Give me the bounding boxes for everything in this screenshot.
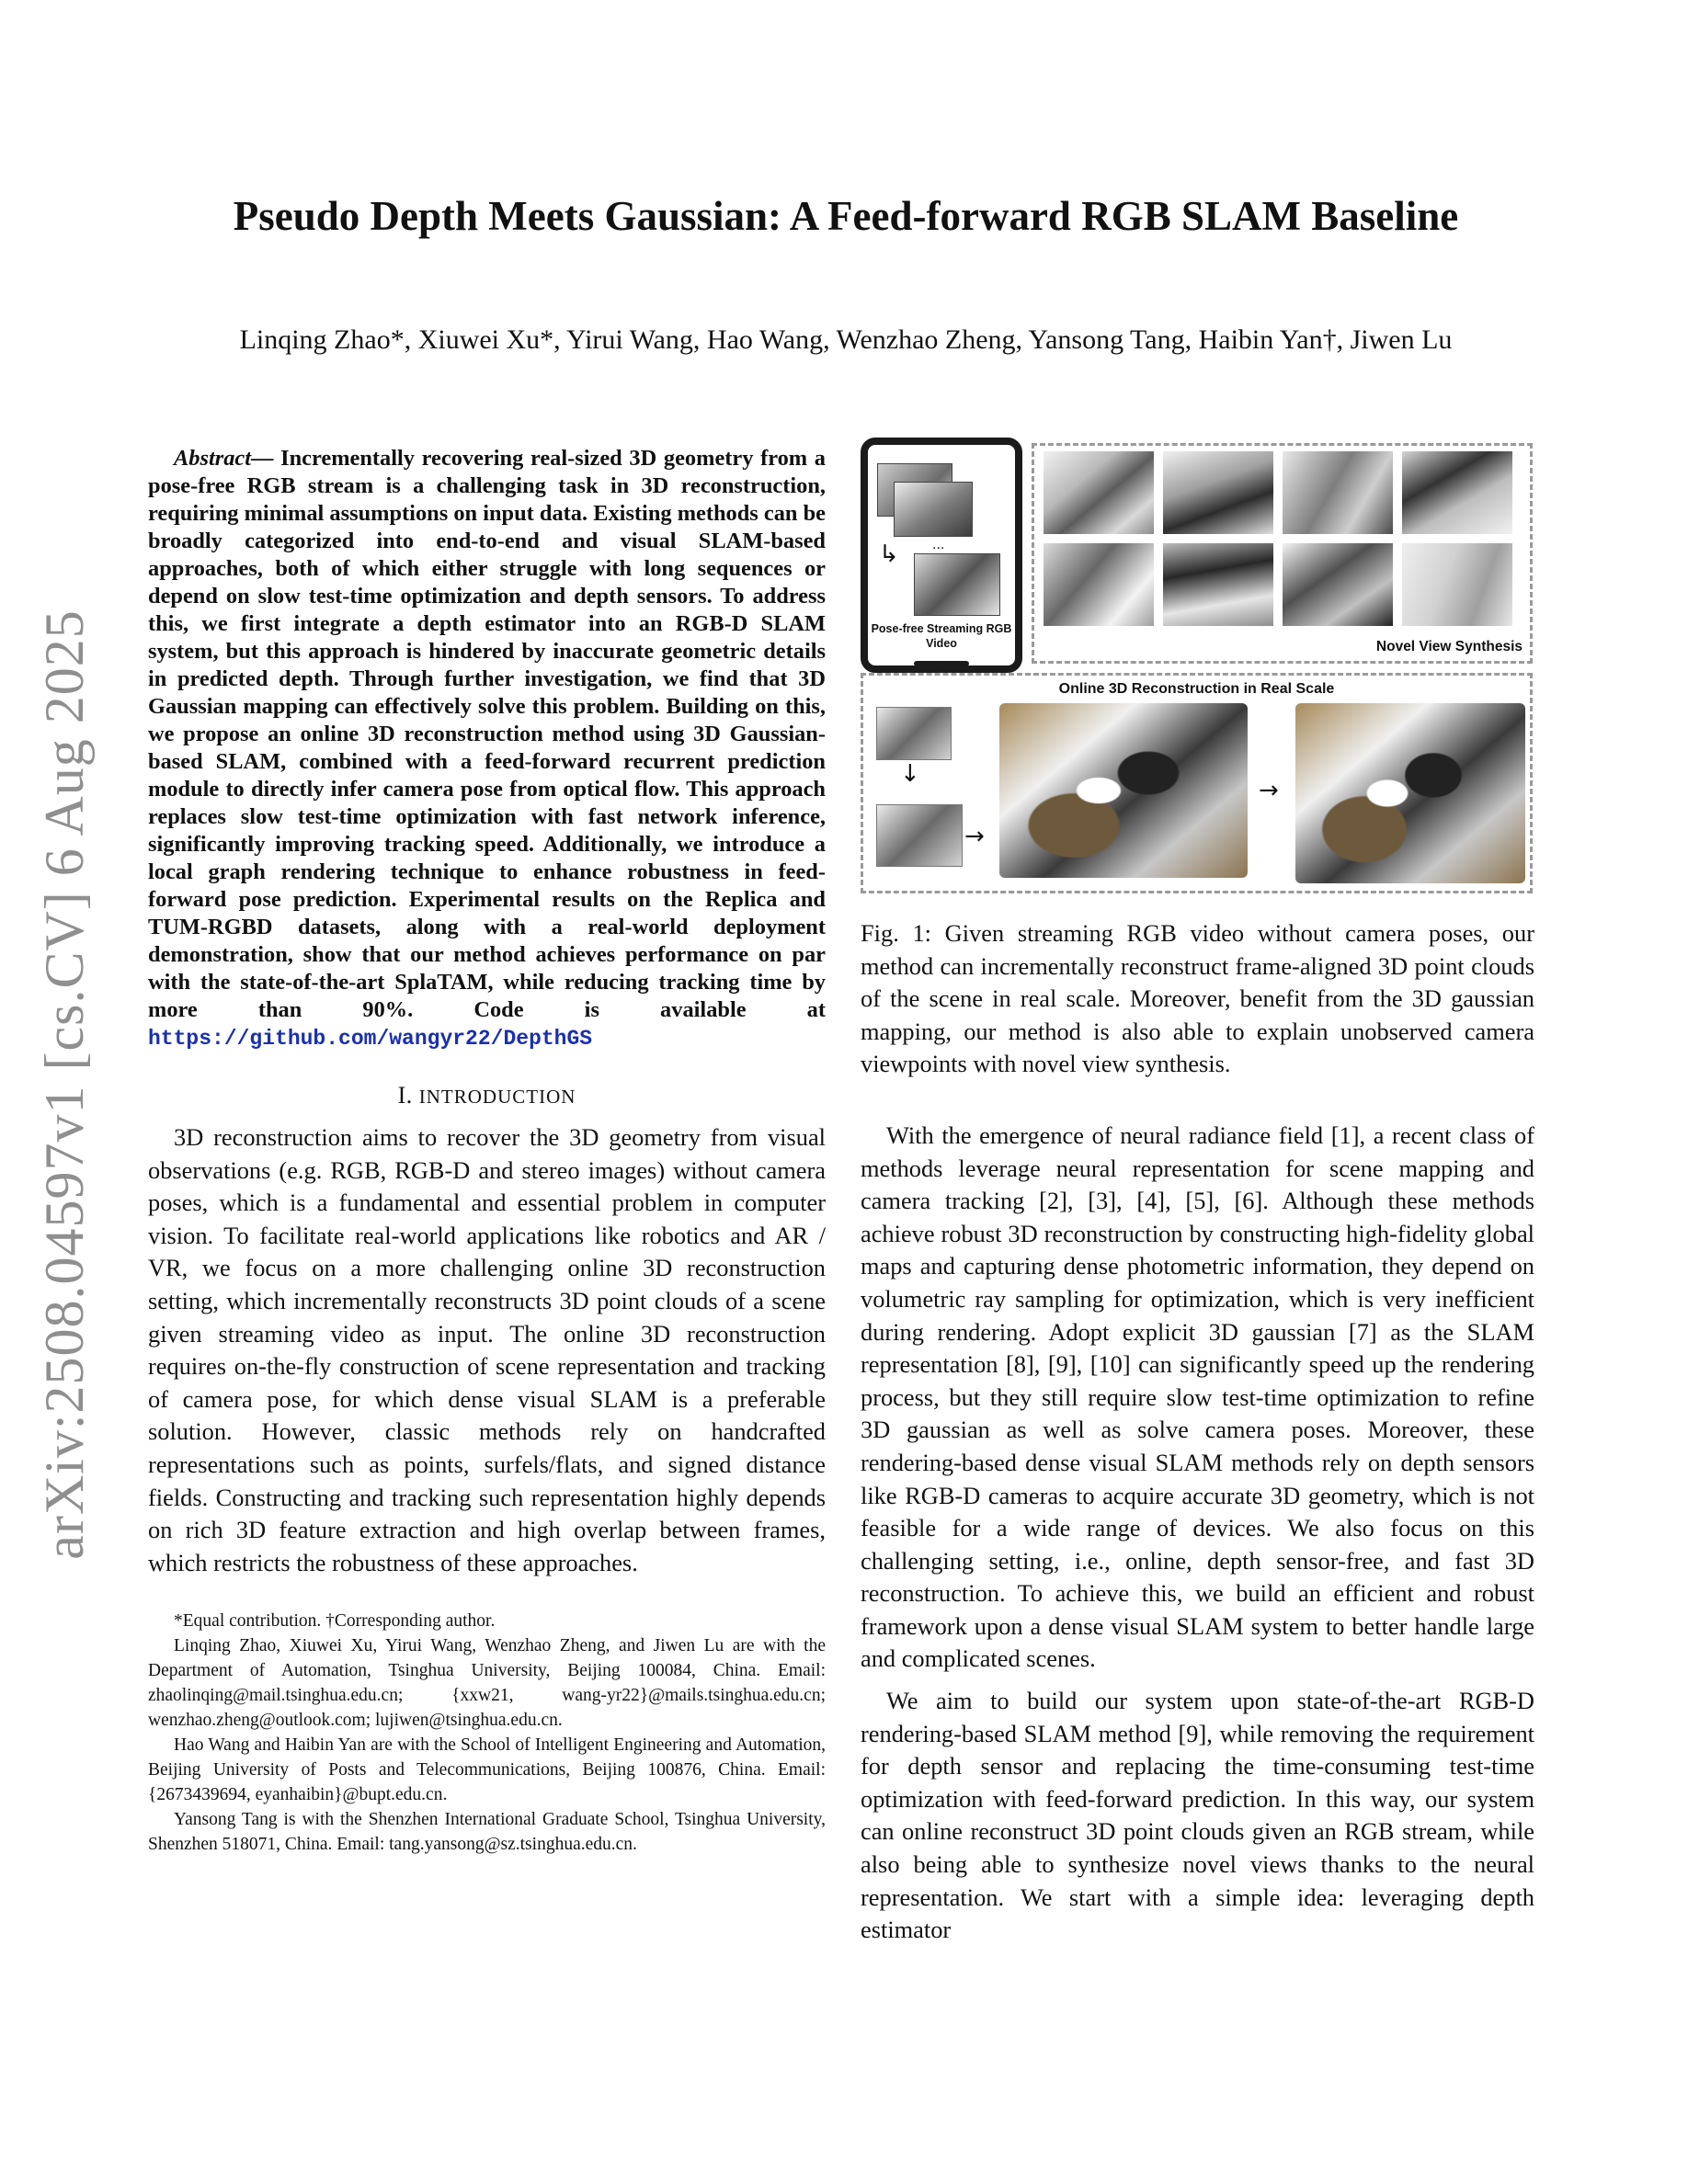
input-frame-thumbnail	[876, 707, 952, 760]
body-paragraph: We aim to build our system upon state-of-the-art RGB-D rendering-based SLAM method [9], while removing the requirement for depth sensor and replacing the time-consuming test-time optimization with feed-forward prediction. In this way, our system can online reconstruct 3D point clouds given an RGB stream, while also being able to synthesize novel views thanks to the neural representation. We start with a simple idea: leveraging depth estimator	[861, 1687, 1534, 1944]
ellipsis: ...	[932, 537, 945, 552]
novel-view-synthesis-panel	[1032, 443, 1533, 664]
point-cloud-image	[999, 703, 1248, 878]
paper-title: Pseudo Depth Meets Gaussian: A Feed-forward RGB SLAM Baseline	[233, 193, 1459, 239]
left-column	[148, 445, 826, 1857]
novel-view-image	[1044, 543, 1154, 626]
right-column	[861, 438, 1534, 1947]
abstract	[148, 445, 826, 1052]
novel-view-image	[1163, 451, 1273, 534]
novel-view-grid	[1044, 451, 1512, 626]
phone-home-bar	[914, 661, 969, 666]
intro-paragraph: 3D reconstruction aims to recover the 3D geometry from visual observations (e.g. RGB, RGB-D and stereo images) without camera poses, which is a fundamental and essential problem in computer vision. To facilitate real-world applications like robotics and AR / VR, we focus on a more challenging online 3D reconstruction setting, which incrementally reconstructs 3D point clouds of a scene given streaming video as input. The online 3D reconstruction requires on-the-fly construction of scene representation and tracking of camera pose, for which dense visual SLAM is a preferable solution. However, classic methods rely on handcrafted representations such as points, surfels/flats, and signed distance fields. Constructing and tracking such representation highly depends on rich 3D feature extraction and high overlap between frames, which restricts the robustness of these approaches.	[148, 1123, 826, 1576]
figure-caption: Fig. 1: Given streaming RGB video without camera poses, our method can incrementally reconstruct frame-aligned 3D point clouds of the scene in real scale. Moreover, benefit from the 3D gaussian mapping, our method is also able to explain unobserved camera viewpoints with novel view synthesis.	[861, 919, 1534, 1078]
body-paragraph: With the emergence of neural radiance field [1], a recent class of methods leverage neural representation for scene mapping and camera tracking [2], [3], [4], [5], [6]. Although these methods achieve robust 3D reconstruction by constructing high-fidelity global maps and capturing dense photometric information, they depend on volumetric ray sampling for optimization, which is very inefficient during rendering. Adopt explicit 3D gaussian [7] as the SLAM representation [8], [9], [10] can significantly speed up the rendering process, but they still require slow test-time optimization to refine 3D gaussian as well as solve camera poses. Moreover, these rendering-based dense visual SLAM methods rely on depth sensors like RGB-D cameras to acquire accurate 3D geometry, which is not feasible for a wide range of devices. We also focus on this challenging setting, i.e., online, depth sensor-free, and fast 3D reconstruction. To achieve this, we build an efficient and robust framework upon a dense visual SLAM system to better handle large and complicated scenes.	[861, 1120, 1534, 1673]
video-frame-thumbnail	[914, 553, 1000, 616]
right-column-body	[861, 1120, 1534, 1947]
code-link[interactable]: https://github.com/wangyr22/DepthGS	[148, 1027, 593, 1051]
abstract-label: Abstract	[174, 446, 252, 471]
section-title: INTRODUCTION	[418, 1086, 576, 1108]
reconstruction-label: Online 3D Reconstruction in Real Scale	[1058, 681, 1335, 697]
phone-illustration	[861, 438, 1022, 673]
point-cloud-image	[1295, 703, 1525, 883]
author-list: Linqing Zhao*, Xiuwei Xu*, Yirui Wang, Hao Wang, Wenzhao Zheng, Yansong Tang, Haibin Yan†, Jiwen Lu	[239, 324, 1453, 355]
footnote-bupt-affiliation: Hao Wang and Haibin Yan are with the School of Intelligent Engineering and Automation, Beijing University of Posts and Telecommunications, Beijing 100876, China. Email: {2673439694, eyanhaibin}@bupt.edu.cn.	[148, 1735, 826, 1805]
novel-view-image	[1163, 543, 1273, 626]
novel-view-image	[1044, 451, 1154, 534]
figure-1	[861, 438, 1534, 904]
novel-view-synthesis-label: Novel View Synthesis	[1375, 639, 1523, 654]
footnote-sigs-affiliation: Yansong Tang is with the Shenzhen International Graduate School, Tsinghua University, Shenzhen 518071, China. Email: tang.yansong@sz.tsinghua.edu.cn.	[148, 1810, 826, 1855]
video-frame-thumbnail	[894, 482, 973, 537]
novel-view-image	[1283, 543, 1393, 626]
arxiv-identifier-stamp: arXiv:2508.04597v1 [cs.CV] 6 Aug 2025	[34, 609, 95, 1560]
section-heading-introduction	[148, 1080, 826, 1112]
arrow-right-icon: →	[964, 823, 985, 850]
arrow-down-icon: ↓	[900, 760, 920, 788]
arrow-right-icon: →	[1259, 777, 1279, 804]
novel-view-image	[1283, 451, 1393, 534]
reconstruction-panel	[861, 673, 1533, 893]
curved-arrow-icon: ↳	[879, 540, 899, 568]
novel-view-image	[1402, 451, 1512, 534]
footnote-tsinghua-affiliation: Linqing Zhao, Xiuwei Xu, Yirui Wang, Wenzhao Zheng, and Jiwen Lu are with the Department of Automation, Tsinghua University, Beijing 100084, China. Email: zhaolinqing@mail.tsinghua.edu.cn; {xxw21, wang-yr22}@mails.tsinghua.edu.cn; wenzhao.zheng@outlook.com; lujiwen@tsinghua.edu.cn.	[148, 1636, 826, 1731]
novel-view-image	[1402, 543, 1512, 626]
footnote-equal-contribution: *Equal contribution. †Corresponding author.	[174, 1611, 496, 1632]
input-frame-thumbnail	[876, 804, 963, 867]
phone-caption: Pose-free Streaming RGB Video	[871, 622, 1012, 650]
footnotes	[148, 1609, 826, 1857]
abstract-text: — Incrementally recovering real-sized 3D geometry from a pose-free RGB stream is a challenging task in 3D reconstruction, requiring minimal assumptions on input data. Existing methods can be broadly categorized into end-to-end and visual SLAM-based approaches, both of which either struggle with long sequences or depend on slow test-time optimization and depth sensors. To address this, we first integrate a depth estimator into an RGB-D SLAM system, but this approach is hindered by inaccurate geometric details in predicted depth. Through further investigation, we find that 3D Gaussian mapping can effectively solve this problem. Building on this, we propose an online 3D reconstruction method using 3D Gaussian-based SLAM, combined with a feed-forward recurrent prediction module to directly infer camera pose from optical flow. This approach replaces slow test-time optimization with fast network inference, significantly improving tracking speed. Additionally, we introduce a local graph rendering technique to enhance robustness in feed-forward pose prediction. Experimental results on the Replica and TUM-RGBD datasets, along with a real-world deployment demonstration, show that our method achieves performance on par with the state-of-the-art SplaTAM, while reducing tracking time by more than 90%. Code is available at	[148, 446, 826, 1022]
section-numeral: I.	[397, 1082, 413, 1109]
